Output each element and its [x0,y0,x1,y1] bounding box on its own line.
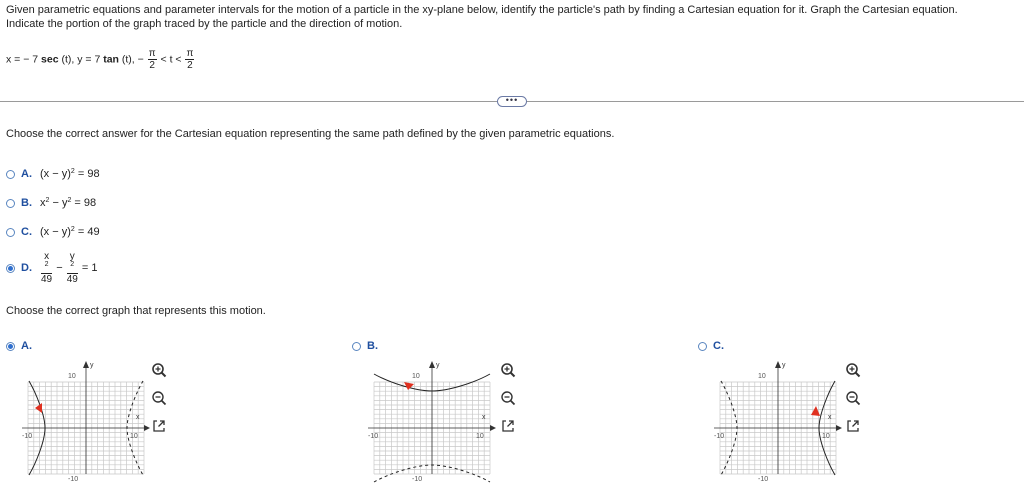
graph-c-zoom-out-icon[interactable] [845,390,861,406]
graph-a-letter: A. [21,340,32,352]
graph-a-y-arrow [83,361,89,368]
graph-b-y-arrow [429,361,435,368]
tan-function: tan [103,53,119,66]
graph-c-expand-icon[interactable] [845,418,861,434]
option-c-post: = 49 [77,226,100,238]
graph-option-c[interactable] [698,340,732,352]
graph-a-tick-x-neg: -10 [22,433,33,440]
option-d-fraction-x [41,251,52,285]
option-d-fraction-y [67,251,78,285]
option-a-post: = 98 [77,168,100,180]
option-a-letter: A. [21,168,32,180]
option-d-y-exp: 2 [70,261,75,268]
option-b-exp2: 2 [67,196,72,204]
graph-a-zoom-in-icon[interactable] [151,362,167,378]
option-d-denominator-2: 49 [66,274,78,285]
graph-b-tick-y-pos: 10 [412,373,420,380]
prompt-text [6,3,1018,31]
option-d-letter: D. [21,262,32,274]
option-b[interactable] [6,193,96,213]
graph-c-tick-y-pos: 10 [758,373,766,380]
x-argument: (t), y = 7 [61,53,101,66]
option-b-letter: B. [21,197,32,209]
graph-b-x-arrow [490,425,496,431]
y-argument: (t), − [121,53,144,66]
graph-b-radio[interactable] [352,342,361,351]
sec-function: sec [41,53,59,66]
graph-c-y-arrow [775,361,781,368]
graph-b-letter: B. [367,340,378,352]
option-a[interactable] [6,164,100,184]
graph-a-direction-arrow [35,403,42,413]
option-c[interactable] [6,222,100,242]
graph-b-tick-x-neg: -10 [368,433,379,440]
graph-c-x-arrow [836,425,842,431]
graph-c-zoom-in-icon[interactable] [845,362,861,378]
graph-a-tick-y-neg: -10 [68,476,79,483]
lower-bound-fraction [148,48,157,71]
upper-bound-pi: π [186,48,194,59]
option-d-post: = 1 [81,262,98,274]
graph-c-x-label: x [828,414,832,421]
parametric-equation [6,48,195,71]
graph-a-tick-x-pos: 10 [130,433,138,440]
upper-bound-two: 2 [187,60,193,71]
option-b-radio[interactable] [6,199,15,208]
graph-c-tick-x-pos: 10 [822,433,830,440]
graph-b-tick-x-pos: 10 [476,433,484,440]
option-d-radio[interactable] [6,264,15,273]
graph-b-x-label: x [482,414,486,421]
prompt-line-1: Given parametric equations and parameter intervals for the motion of a particle in the xy-plane below, identify the particle's path by finding a Cartesian equation for it. Graph the Cartesian equation. [6,4,958,16]
option-d[interactable] [6,252,97,284]
graph-a [20,355,150,485]
option-c-letter: C. [21,226,32,238]
graph-b-expand-icon[interactable] [500,418,516,434]
graph-option-b[interactable] [352,340,386,352]
graph-a-tick-y-pos: 10 [68,373,76,380]
graph-b-tick-y-neg: -10 [412,476,423,483]
lower-bound-pi: π [148,48,156,59]
option-b-post: = 98 [74,197,97,209]
upper-bound-fraction [185,48,194,71]
option-b-exp1: 2 [45,196,50,204]
option-c-radio[interactable] [6,228,15,237]
graph-a-radio[interactable] [6,342,15,351]
prompt-line-2: Indicate the portion of the graph traced by the particle and the direction of motion. [6,18,403,30]
graph-c-y-label: y [782,362,786,369]
option-a-radio[interactable] [6,170,15,179]
option-d-x-exp: 2 [44,261,49,268]
option-c-pre: (x − y) [40,226,71,238]
graph-b [366,355,496,485]
option-d-denominator-1: 49 [41,274,53,285]
graph-a-y-label: y [90,362,94,369]
option-b-mid: − y [52,197,68,209]
option-d-y: y [69,251,75,262]
question-graph: Choose the correct graph that represents this motion. [6,305,266,317]
lower-bound-two: 2 [149,60,155,71]
graph-c [712,355,842,485]
graph-c-letter: C. [713,340,724,352]
graph-c-radio[interactable] [698,342,707,351]
option-d-minus: − [56,262,63,274]
graph-a-x-label: x [136,414,140,421]
question-equation: Choose the correct answer for the Cartesian equation representing the same path defined by the given parametric equations. [6,128,615,140]
graph-b-zoom-in-icon[interactable] [500,362,516,378]
graph-b-zoom-out-icon[interactable] [500,390,516,406]
x-definition: x = − 7 [6,53,39,66]
graph-c-tick-x-neg: -10 [714,433,725,440]
option-b-x: x [40,197,46,209]
graph-b-y-label: y [436,362,440,369]
more-button[interactable]: ••• [497,96,527,107]
graph-option-a[interactable] [6,340,40,352]
option-d-x: x [44,251,50,262]
option-a-pre: (x − y) [40,168,71,180]
interval-inequality: < t < [160,53,182,66]
graph-a-x-arrow [144,425,150,431]
graph-c-tick-y-neg: -10 [758,476,769,483]
graph-a-expand-icon[interactable] [151,418,167,434]
option-a-exp: 2 [70,167,75,175]
graph-a-zoom-out-icon[interactable] [151,390,167,406]
option-c-exp: 2 [70,225,75,233]
